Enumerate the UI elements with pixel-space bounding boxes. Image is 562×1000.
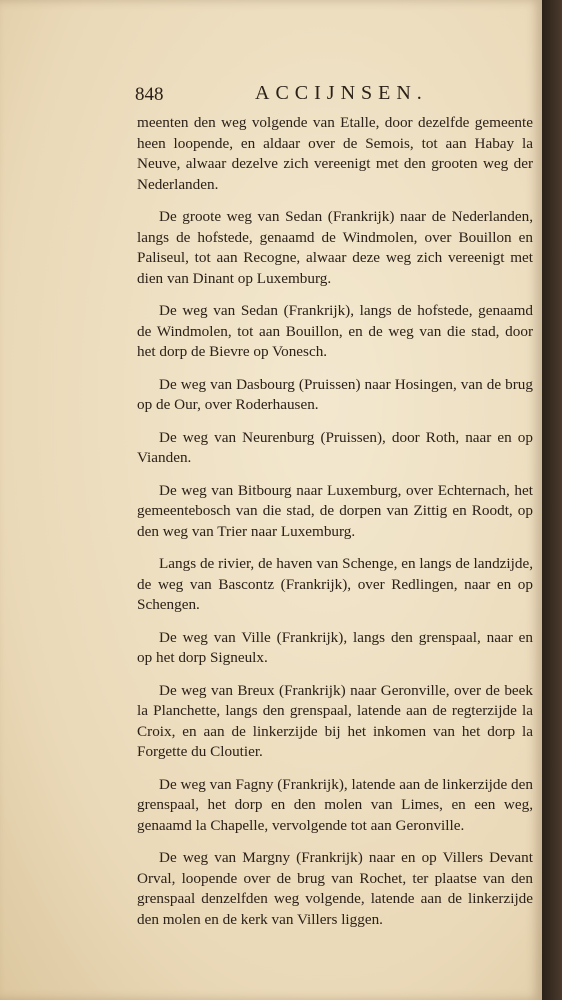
paragraph: Langs de rivier, de haven van Schenge, en langs de landzijde, de weg van Bascontz (Frankrijk), over Redlingen, naar en op Schengen. bbox=[137, 555, 533, 613]
paragraph: De weg van Neurenburg (Pruissen), door Roth, naar en op Vianden. bbox=[137, 428, 533, 466]
paragraph: De weg van Fagny (Frankrijk), latende aan de linkerzijde den grenspaal, het dorp en den molen van Limes, en een weg, genaamd la Chapelle, vervolgende tot aan Geronville. bbox=[137, 775, 533, 834]
running-head: ACCIJNSEN. bbox=[255, 82, 428, 104]
paragraph: De weg van Bitbourg naar Luxemburg, over Echternach, het gemeentebosch van die stad, de dorpen van Zittig en Roodt, op den weg van Trier naar Luxemburg. bbox=[137, 481, 533, 540]
paragraph: De weg van Sedan (Frankrijk), langs de hofstede, genaamd de Windmolen, tot aan Bouillon, en de weg van die stad, door het dorp de Bievre op Vonesch. bbox=[137, 302, 533, 360]
page-edge bbox=[542, 0, 562, 1000]
paragraph: meenten den weg volgende van Etalle, door dezelfde gemeente heen loopende, en aldaar over de Semois, tot aan Habay la Neuve, alwaar dezelve zich vereenigt met den grooten weg der Nederlanden. bbox=[137, 114, 533, 193]
paragraph: De weg van Ville (Frankrijk), langs den grenspaal, naar en op het dorp Signeulx. bbox=[137, 628, 533, 666]
paragraph: De groote weg van Sedan (Frankrijk) naar de Nederlanden, langs de hofstede, genaamd de Windmolen, over Bouillon en Paliseul, tot aan Recogne, alwaar deze weg zich vereenigt met dien van Dinant op Luxemburg. bbox=[137, 208, 533, 287]
paragraph: De weg van Margny (Frankrijk) naar en op Villers Devant Orval, loopende over de brug van Rochet, ter plaatse van den grenspaal denzelfden weg volgende, latende aan de linkerzijde den molen en de kerk van Villers liggen. bbox=[137, 849, 533, 928]
paragraph: De weg van Dasbourg (Pruissen) naar Hosingen, van de brug op de Our, over Roderhausen. bbox=[137, 375, 533, 413]
page-number: 848 bbox=[135, 84, 164, 105]
paragraph: De weg van Breux (Frankrijk) naar Geronville, over de beek la Planchette, langs den grenspaal, latende aan de regterzijde la Croix, en aan de linkerzijde bij het inkomen van het dorp la Forgette du Cloutier. bbox=[137, 681, 533, 760]
page-body bbox=[137, 113, 533, 942]
page-header bbox=[135, 80, 535, 110]
